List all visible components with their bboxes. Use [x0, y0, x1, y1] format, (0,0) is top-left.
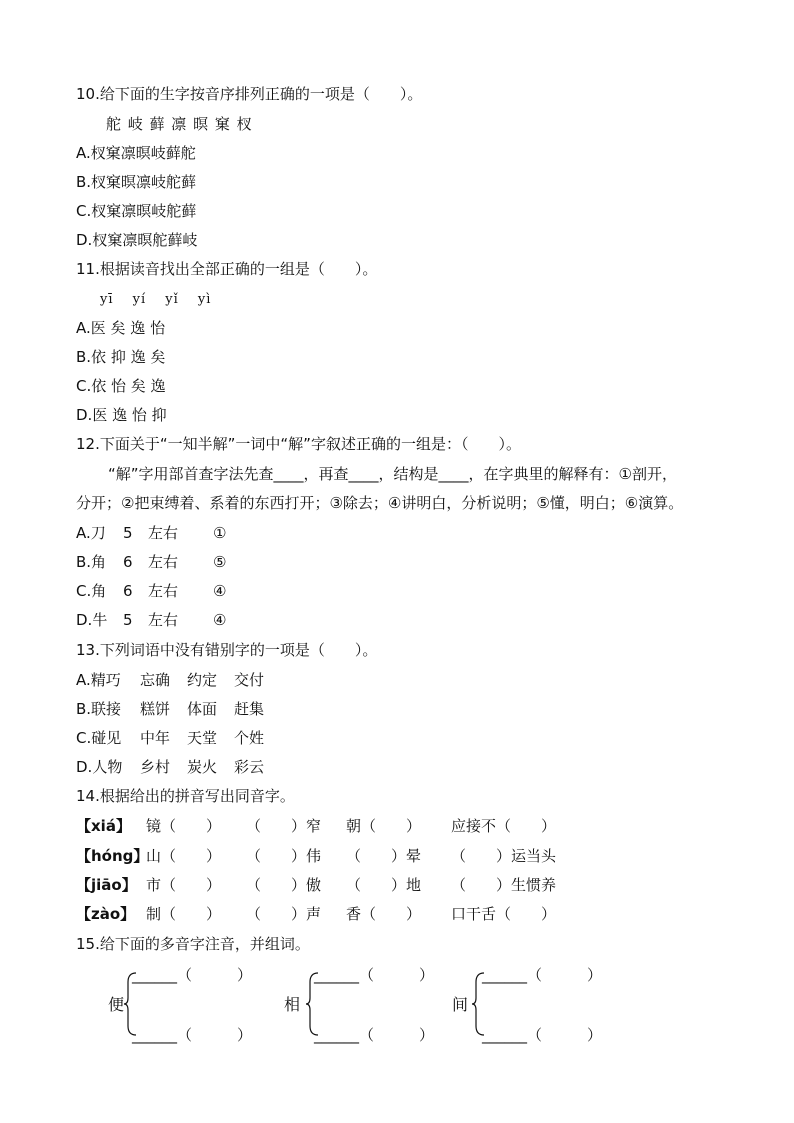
- word: 个姓: [234, 729, 265, 747]
- blank-4: （ ）运当头: [451, 847, 557, 865]
- q11-option-d: D.医 逸 怡 抑: [76, 406, 167, 424]
- q10-option-c: C.杈窠凛暝岐舵藓: [76, 202, 197, 220]
- option-stroke-count: 5: [123, 611, 133, 629]
- q15-stem: 15.给下面的多音字注音，并组词。: [76, 935, 310, 953]
- option-meaning: ④: [213, 582, 227, 600]
- q11-stem: 11.根据读音找出全部正确的一组是（ ）。: [76, 260, 378, 278]
- option-meaning: ①: [213, 524, 227, 542]
- q10-chars: 舵 岐 藓 凛 暝 窠 杈: [106, 115, 253, 133]
- q12-paragraph-line2: 分开；②把束缚着、系着的东西打开；③除去；④讲明白，分析说明；⑤懂，明白；⑥演算。: [76, 494, 684, 512]
- blank-3: （ ）地: [346, 876, 422, 894]
- option-meaning: ④: [213, 611, 227, 629]
- polyphone-char: 间: [452, 995, 469, 1014]
- blank-bottom: ______（ ）: [482, 1026, 603, 1044]
- blank-top: ______（ ）: [482, 966, 603, 984]
- option-structure: 左右: [148, 553, 179, 571]
- blank-1: 市（ ）: [146, 876, 222, 894]
- word: 中年: [140, 729, 171, 747]
- q13-stem: 13.下列词语中没有错别字的一项是（ ）。: [76, 641, 378, 659]
- word: D.人物: [76, 758, 123, 776]
- q10-option-d: D.杈窠凛暝舵藓岐: [76, 231, 198, 249]
- blank-3: （ ）晕: [346, 847, 422, 865]
- word: 彩云: [234, 758, 265, 776]
- option-stroke-count: 6: [123, 553, 133, 571]
- blank-1: 制（ ）: [146, 905, 222, 923]
- option-label: D.牛: [76, 611, 108, 629]
- q11-option-c: C.依 怡 矣 逸: [76, 377, 166, 395]
- option-label: B.角: [76, 553, 107, 571]
- blank-2: （ ）窄: [246, 817, 322, 835]
- option-stroke-count: 5: [123, 524, 133, 542]
- word: 天堂: [187, 729, 218, 747]
- word: C.碰见: [76, 729, 122, 747]
- blank-4: 口干舌（ ）: [451, 905, 557, 923]
- q12-paragraph-line1: “解”字用部首查字法先查____，再查____，结构是____，在字典里的解释有：①剖开，: [108, 465, 677, 483]
- blank-4: 应接不（ ）: [451, 817, 557, 835]
- blank-3: 朝（ ）: [346, 817, 422, 835]
- word: 炭火: [187, 758, 218, 776]
- word: 糕饼: [140, 700, 171, 718]
- pinyin-label: 【jiāo】: [76, 876, 137, 894]
- blank-top: ______（ ）: [132, 966, 253, 984]
- option-meaning: ⑤: [213, 553, 227, 571]
- polyphone-char: 便: [108, 995, 125, 1014]
- word: 交付: [234, 671, 265, 689]
- blank-3: 香（ ）: [346, 905, 422, 923]
- blank-2: （ ）傲: [246, 876, 322, 894]
- word: A.精巧: [76, 671, 121, 689]
- option-structure: 左右: [148, 582, 179, 600]
- blank-top: ______（ ）: [314, 966, 435, 984]
- word: B.联接: [76, 700, 122, 718]
- option-label: C.角: [76, 582, 107, 600]
- q10-option-a: A.杈窠凛暝岐藓舵: [76, 144, 196, 162]
- blank-2: （ ）声: [246, 905, 322, 923]
- polyphone-char: 相: [284, 995, 301, 1014]
- blank-4: （ ）生惯养: [451, 876, 557, 894]
- q12-stem: 12.下面关于“一知半解”一词中“解”字叙述正确的一组是：（ ）。: [76, 435, 521, 453]
- blank-bottom: ______（ ）: [132, 1026, 253, 1044]
- q10-option-b: B.杈窠暝凛岐舵藓: [76, 173, 197, 191]
- word: 约定: [187, 671, 218, 689]
- pinyin-label: 【xiá】: [76, 817, 131, 835]
- option-label: A.刀: [76, 524, 106, 542]
- blank-1: 山（ ）: [146, 847, 222, 865]
- word: 乡村: [140, 758, 171, 776]
- word: 体面: [187, 700, 218, 718]
- q11-option-b: B.依 抑 逸 矣: [76, 348, 166, 366]
- q14-stem: 14.根据给出的拼音写出同音字。: [76, 787, 295, 805]
- word: 赶集: [234, 700, 265, 718]
- blank-2: （ ）伟: [246, 847, 322, 865]
- option-structure: 左右: [148, 524, 179, 542]
- option-structure: 左右: [148, 611, 179, 629]
- word: 忘确: [140, 671, 171, 689]
- blank-bottom: ______（ ）: [314, 1026, 435, 1044]
- blank-1: 镜（ ）: [146, 817, 222, 835]
- pinyin-label: 【hóng】: [76, 847, 149, 865]
- pinyin-label: 【zào】: [76, 905, 136, 923]
- q10-stem: 10.给下面的生字按音序排列正确的一项是（ ）。: [76, 85, 423, 103]
- q11-option-a: A.医 矣 逸 怡: [76, 319, 166, 337]
- option-stroke-count: 6: [123, 582, 133, 600]
- q11-pinyin: yī yí yǐ yì: [100, 292, 212, 307]
